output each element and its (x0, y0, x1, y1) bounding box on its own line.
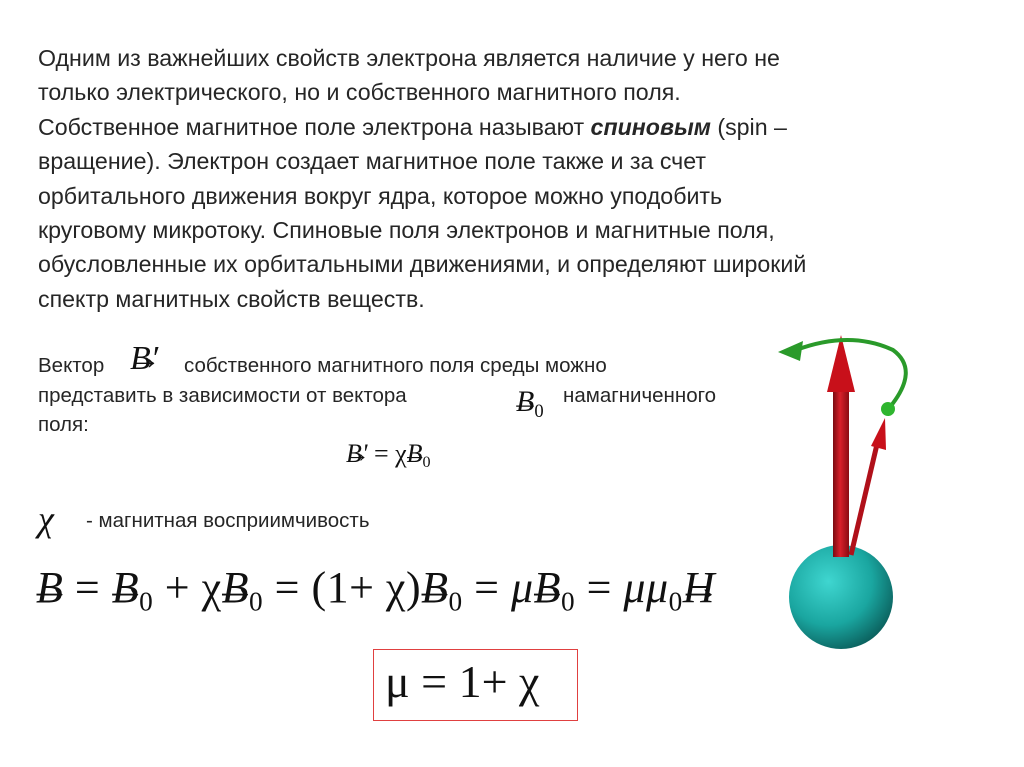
magnetic-moment-arrow-icon (851, 418, 886, 555)
para-line-2: только электрического, но и собственного магнитного поля. (38, 79, 681, 106)
para-line-7: обусловленные их орбитальными движениями, и определяют широкий (38, 251, 807, 278)
para-line-3-end: (spin – (710, 113, 787, 140)
vector-line-1-rest: собственного магнитного поля среды можно (184, 354, 607, 377)
eq1-sub-a: 0 (139, 586, 154, 617)
eq1-sub-b: 0 (248, 586, 264, 617)
para-line-8: спектр магнитных свойств веществ. (38, 285, 425, 312)
b0-vector: → B (516, 385, 534, 419)
eq-small-sub: 0 (422, 454, 431, 472)
eq1-mu: μ (510, 563, 534, 612)
eq1-b0-b: → B (222, 562, 249, 613)
chi-description: - магнитная восприимчивость (86, 509, 370, 532)
para-line-5: орбитального движения вокруг ядра, которое можно уподобить (38, 182, 723, 209)
vector-line-2-rest: намагниченного (563, 384, 717, 407)
eq1-b0-c: → B (421, 562, 448, 613)
eq1-equals-4: = (575, 563, 624, 612)
eq1-paren: (1+ χ) (311, 563, 422, 612)
eq1-equals-1: = (63, 563, 112, 612)
sphere-icon (789, 545, 893, 649)
eq1-equals-3: = (462, 563, 511, 612)
vector-line-3: поля: (38, 413, 89, 436)
eq1-sub-e: 0 (668, 586, 683, 617)
chi-symbol: χ (38, 499, 54, 539)
eq1-mumu: μμ (623, 563, 669, 612)
eq1-sub-d: 0 (560, 586, 576, 617)
eq-small-mid: = χ (367, 439, 407, 468)
b0-subscript: 0 (534, 400, 544, 422)
eq-small-b-prime: → B' (346, 439, 367, 469)
vector-label: Вектор (38, 354, 105, 377)
spin-term: спиновым (590, 113, 711, 140)
para-line-3-start: Собственное магнитное поле электрона называют (38, 113, 591, 140)
eq1-equals-2: = (263, 563, 312, 612)
b-prime-vector: → B′ (130, 340, 158, 378)
para-line-4: вращение). Электрон создает магнитное поле также и за счет (38, 148, 706, 175)
vector-line-2: представить в зависимости от вектора (38, 384, 407, 407)
eq1-plus-chi: + χ (153, 563, 222, 612)
eq1-sub-c: 0 (448, 586, 463, 617)
para-line-6: круговому микротоку. Спиновые поля электронов и магнитные поля, (38, 217, 775, 244)
eq1-b0-d: → B (534, 562, 561, 613)
spin-arrow-icon (827, 335, 855, 557)
para-line-1: Одним из важнейших свойств электрона является наличие у него не (38, 45, 780, 71)
boxed-equation: μ = 1+ χ (385, 656, 540, 707)
eq1-b0-a: → B (112, 562, 139, 613)
eq-small-b0: → B (407, 439, 423, 469)
eq1-h: → H (683, 562, 715, 613)
eq1-b: → B (36, 562, 63, 613)
